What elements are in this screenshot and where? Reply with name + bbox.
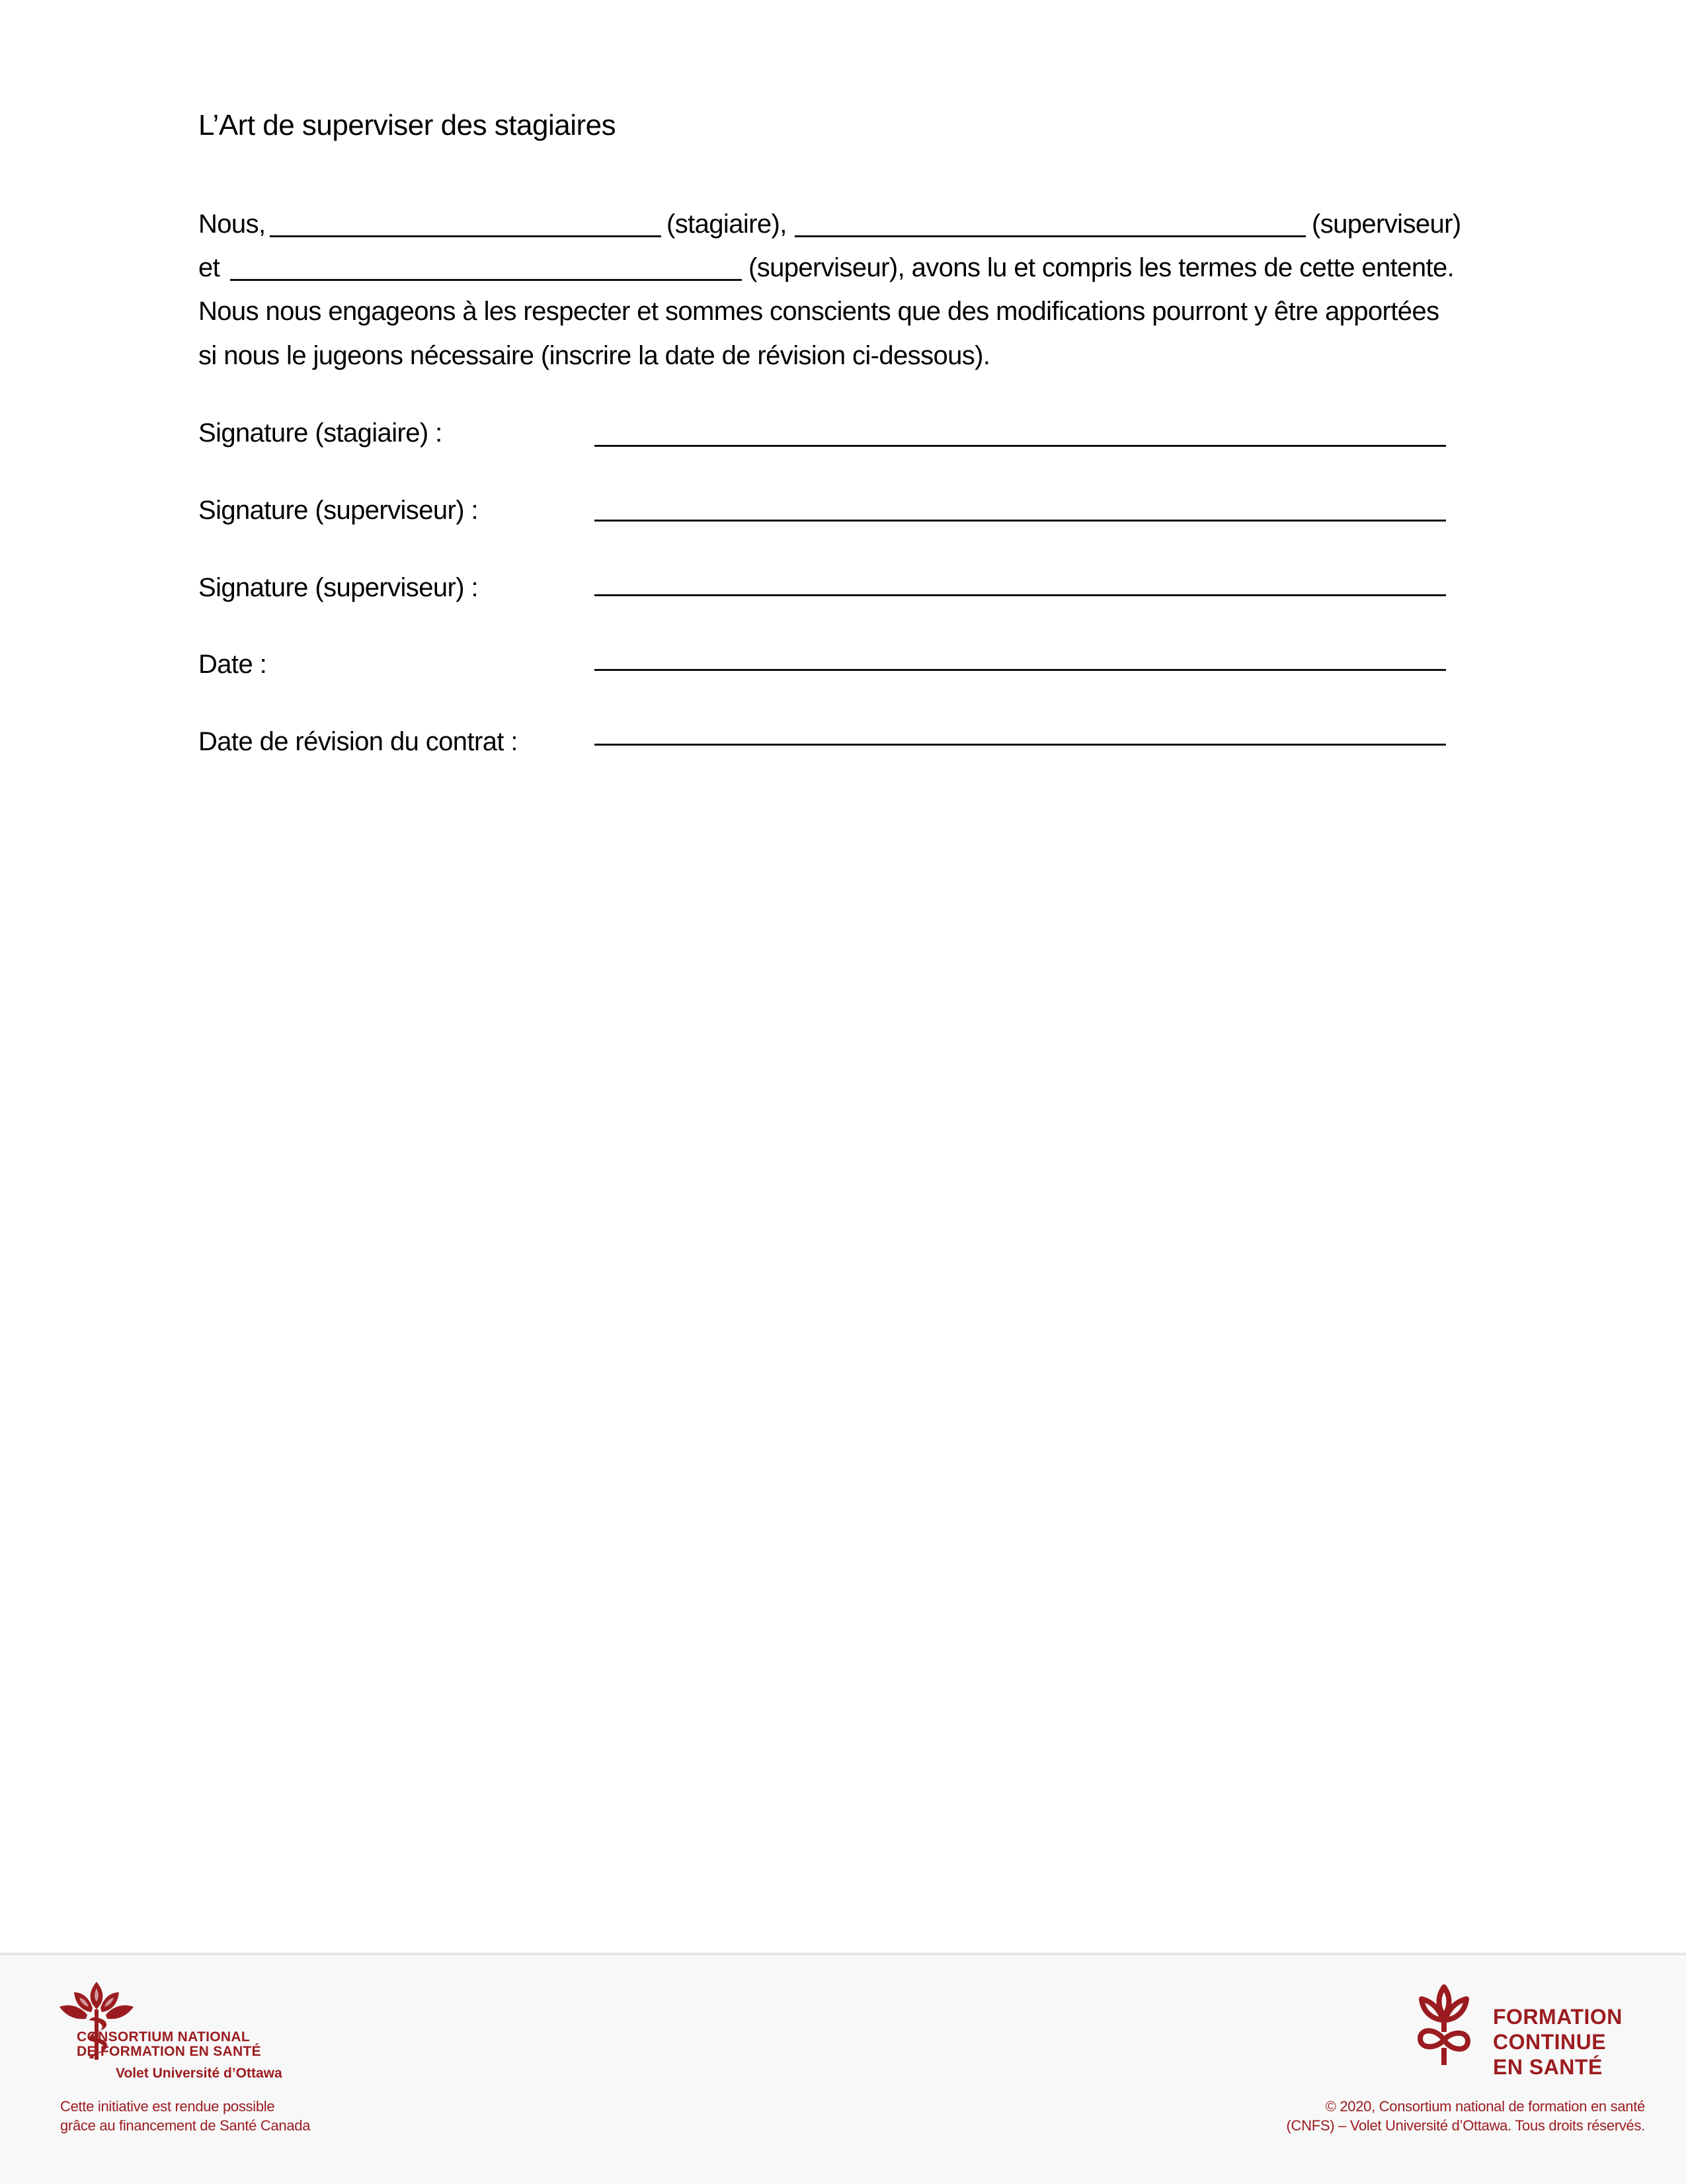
agreement-line-4: si nous le jugeons nécessaire (inscrire la date de révision ci-dessous). xyxy=(198,341,990,370)
fc-name-line-1: FORMATION xyxy=(1493,2005,1623,2029)
date-line[interactable] xyxy=(594,669,1446,671)
line1-prefix: Nous, xyxy=(198,210,266,239)
signature-line[interactable] xyxy=(594,594,1446,596)
line2-text: (superviseur), avons lu et compris les termes de cette entente. xyxy=(748,253,1455,282)
fc-name-line-2: CONTINUE xyxy=(1493,2030,1607,2054)
funding-line-2: grâce au financement de Santé Canada xyxy=(60,2117,311,2134)
copyright-line-2: (CNFS) – Volet Université d’Ottawa. Tous droits réservés. xyxy=(1286,2117,1645,2134)
agreement-line-3: Nous nous engageons à les respecter et sommes conscients que des modifications pourront y être apportées xyxy=(198,297,1439,326)
line1-superviseur-label: (superviseur) xyxy=(1312,210,1461,239)
cnfs-name-line-1: CONSORTIUM NATIONAL xyxy=(77,2029,250,2045)
field-label: Signature (superviseur) : xyxy=(198,496,478,525)
cnfs-volet: Volet Université d’Ottawa xyxy=(116,2066,282,2081)
leaf-infinity-icon xyxy=(1416,1984,1472,2066)
document-title: L’Art de superviser des stagiaires xyxy=(198,109,616,141)
line1-stagiaire-label: (stagiaire), xyxy=(666,210,787,239)
funding-line-1: Cette initiative est rendue possible xyxy=(60,2098,275,2115)
copyright-line-1: © 2020, Consortium national de formation en santé xyxy=(1325,2098,1645,2115)
intern-name-blank[interactable] xyxy=(270,235,661,237)
cnfs-name-line-2: DE FORMATION EN SANTÉ xyxy=(77,2044,261,2059)
line2-prefix: et xyxy=(198,253,220,282)
field-label: Date de révision du contrat : xyxy=(198,727,518,756)
revision-date-line[interactable] xyxy=(594,744,1446,746)
signature-line[interactable] xyxy=(594,520,1446,522)
field-label: Signature (superviseur) : xyxy=(198,573,478,602)
field-label: Signature (stagiaire) : xyxy=(198,418,442,448)
signature-line[interactable] xyxy=(594,445,1446,447)
page-footer xyxy=(0,1953,1686,2184)
fc-name-line-3: EN SANTÉ xyxy=(1493,2055,1603,2079)
supervisor1-name-blank[interactable] xyxy=(795,235,1306,237)
field-label: Date : xyxy=(198,650,267,679)
supervisor2-name-blank[interactable] xyxy=(230,279,742,281)
